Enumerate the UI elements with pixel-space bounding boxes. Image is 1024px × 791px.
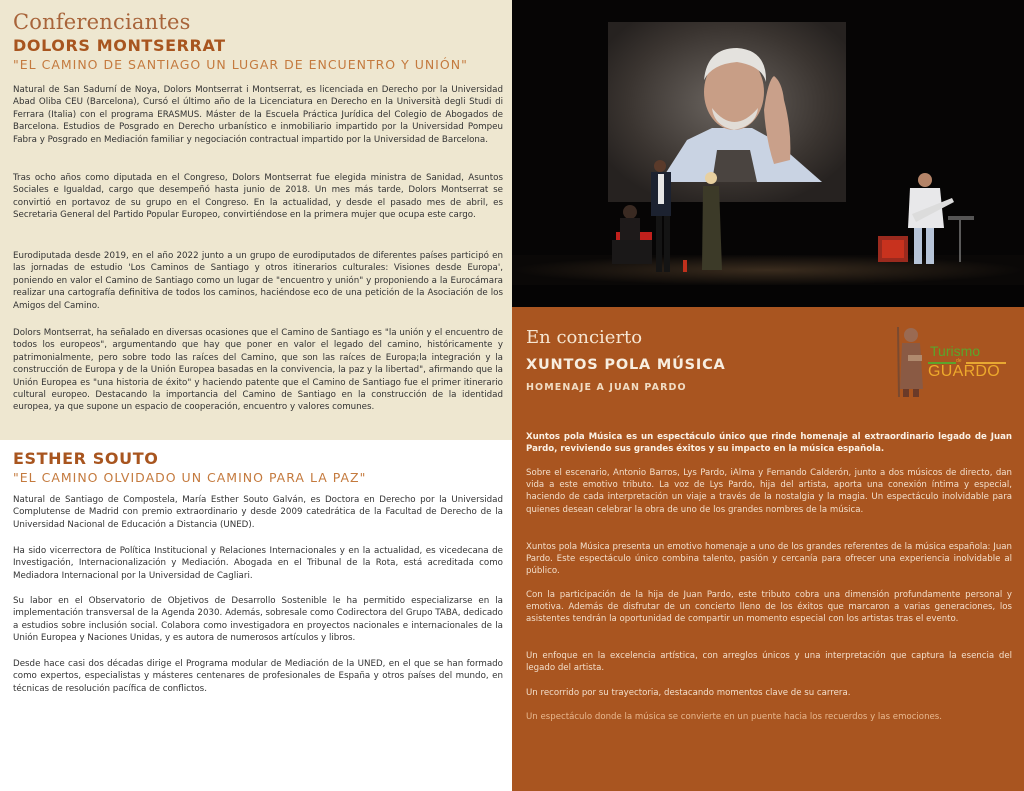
logo-text-turismo: Turismo (930, 343, 981, 359)
section-heading: Conferenciantes (13, 10, 191, 34)
bio-paragraph: Ha sido vicerrectora de Política Institucional y Relaciones Internacionales y en la actualidad, es vicedecana de Investigación, Internacionalización y Mediación. Abogada en el Tribunal de la Rota, está acreditada como Mediadora Internacional por la Universidad de Cagliari. (13, 546, 503, 581)
speaker-name: DOLORS MONTSERRAT (13, 36, 226, 55)
concert-paragraph: Sobre el escenario, Antonio Barros, Lys Pardo, iAlma y Fernando Calderón, junto a dos músicos de directo, dan vida a este emotivo tributo. La voz de Lys Pardo, hija del artista, aporta una conexión íntima y especial, haciendo de cada interpretación un viaje a través de la nostalgia y la magia. Un espectáculo inolvidable para quienes desean celebrar la obra de uno de los grandes nombres de la música. (526, 468, 1012, 515)
bio-paragraph: Su labor en el Observatorio de Objetivos de Desarrollo Sostenible le ha permitido especializarse en la implementación transversal de la Agenda 2030. Además, sobresale como Codirectora del Grupo TABA, dedicado a estudios sobre inclusión social. Colabora como investigadora en proyectos nacionales e internacionales de la Unión Europea y Naciones Unidas, y es autora de numerosos artículos y libros. (13, 596, 503, 644)
bio-paragraph: Desde hace casi dos décadas dirige el Programa modular de Mediación de la UNED, en el que se han formado como expertos, especialistas y másteres centenares de profesionales de España y otros países del mundo, en técnicas de resolución pacífica de conflictos. (13, 659, 503, 694)
concert-paragraph: Un recorrido por su trayectoria, destacando momentos clave de su carrera. (526, 688, 851, 698)
concert-paragraph: Un espectáculo donde la música se convierte en un puente hacia los recuerdos y las emociones. (526, 712, 943, 722)
concert-paragraph: Xuntos pola Música presenta un emotivo homenaje a uno de los grandes referentes de la música española: Juan Pardo. Este espectáculo único combina talento, pasión y cercanía para ofrecer una experiencia inolvidable al público. (526, 542, 1012, 577)
bio-paragraph: Natural de San Sadurní de Noya, Dolors Montserrat i Montserrat, es licenciada en Derecho por la Universidad Abad Oliba CEU (Barcelona), Cursó el último año de la Licenciatura en Derecho en la Università degli Studi di Ferrara (Italia) con el programa ERASMUS. Máster de la Escuela Práctica Jurídica del Colegio de Abogados de Barcelona. Estudios de Posgrado en Derecho urbanístico e inmobiliario impartido por la Universidad Pompeu Fabra y Posgrado en Mediación familiar y negociación contractual impartido por la Universidad de Barcelona. (13, 85, 503, 145)
logo-text-de: de (956, 358, 962, 364)
concert-title: XUNTOS POLA MÚSICA (526, 357, 726, 373)
speaker-section-dolors (0, 0, 512, 440)
bio-paragraph: Tras ocho años como diputada en el Congreso, Dolors Montserrat fue elegida ministra de Sanidad, Asuntos Sociales e Igualdad, cargo que desempeñó hasta junio de 2018. Un mes más tarde, Dolors Montserrat se convirtió en portavoz de su grupo en el Congreso. En la actualidad, y desde el pasado mes de abril, es Secretaria General del Partido Popular Europeo, convirtiéndose en la primera mujer que ocupa este cargo. (13, 173, 503, 221)
concert-label: En concierto (526, 327, 643, 348)
speaker-section-esther (0, 440, 512, 791)
turismo-guardo-logo (894, 321, 1014, 401)
bio-paragraph: Eurodiputada desde 2019, en el año 2022 junto a un grupo de eurodiputados de diferentes países participó en las jornadas de estudio 'Los Caminos de Santiago y otros itinerarios culturales: Visiones desde Europa', poniendo en valor el Camino de Santiago como un lugar de "encuentro y unión" y proponiendo a la Eurocámara realizar una cartografía definitiva de todos los caminos, haciéndose eco de una petición de la Asociación de los Amigos del Camino. (13, 251, 503, 311)
speaker-name: ESTHER SOUTO (13, 449, 159, 468)
concert-subtitle: HOMENAJE A JUAN PARDO (526, 382, 687, 393)
pilgrim-statue-icon (894, 323, 928, 399)
concert-paragraph: Con la participación de la hija de Juan Pardo, este tributo cobra una dimensión profundamente personal y emotiva. Además de disfrutar de un concierto lleno de los éxitos que marcaron a varias generaciones, los asistentes tendrán la oportunidad de compartir un momento especial con los artistas tras el evento. (526, 590, 1012, 625)
concert-stage-photo (512, 0, 1024, 307)
talk-title: "EL CAMINO DE SANTIAGO UN LUGAR DE ENCUENTRO Y UNIÓN" (13, 57, 468, 72)
bio-paragraph: Natural de Santiago de Compostela, María Esther Souto Galván, es Doctora en Derecho por la Universidad Complutense de Madrid con premio extraordinario y desde 2009 catedrática de la Facultad de Derecho de la Universidad Nacional de Educación a Distancia (UNED). (13, 495, 503, 530)
talk-title: "EL CAMINO OLVIDADO UN CAMINO PARA LA PAZ" (13, 470, 367, 485)
concert-photo-illustration (512, 0, 1024, 307)
concert-paragraph: Un enfoque en la excelencia artística, con arreglos únicos y una interpretación que captura la esencia del legado del artista. (526, 651, 1012, 674)
concert-section (512, 307, 1024, 791)
concert-paragraph: Xuntos pola Música es un espectáculo único que rinde homenaje al extraordinario legado de Juan Pardo, reviviendo sus grandes éxitos y su impacto en la música española. (526, 432, 1012, 455)
logo-text-guardo: GUARDO (928, 363, 1001, 380)
bio-paragraph: Dolors Montserrat, ha señalado en diversas ocasiones que el Camino de Santiago es "la unión y el encuentro de todos los europeos", argumentando que hay que poner en valor el legado del camino, históricamente y patrimonialmente, pero sobre todo las raíces del Camino, que son las raíces de Europa;la integración y la construcción de Europa y de la Unión Europea basadas en la convivencia, la paz y la libertad", afirmando que la Unión Europea es "una historia de éxito" y haciendo patente que el Camino de Santiago fue el primer itinerario cultural europeo. Destacando la importancia del Camino de Santiago en la construcción de la identidad europea, ya que supone un espacio de cooperación, encuentro y valores comunes. (13, 328, 503, 413)
